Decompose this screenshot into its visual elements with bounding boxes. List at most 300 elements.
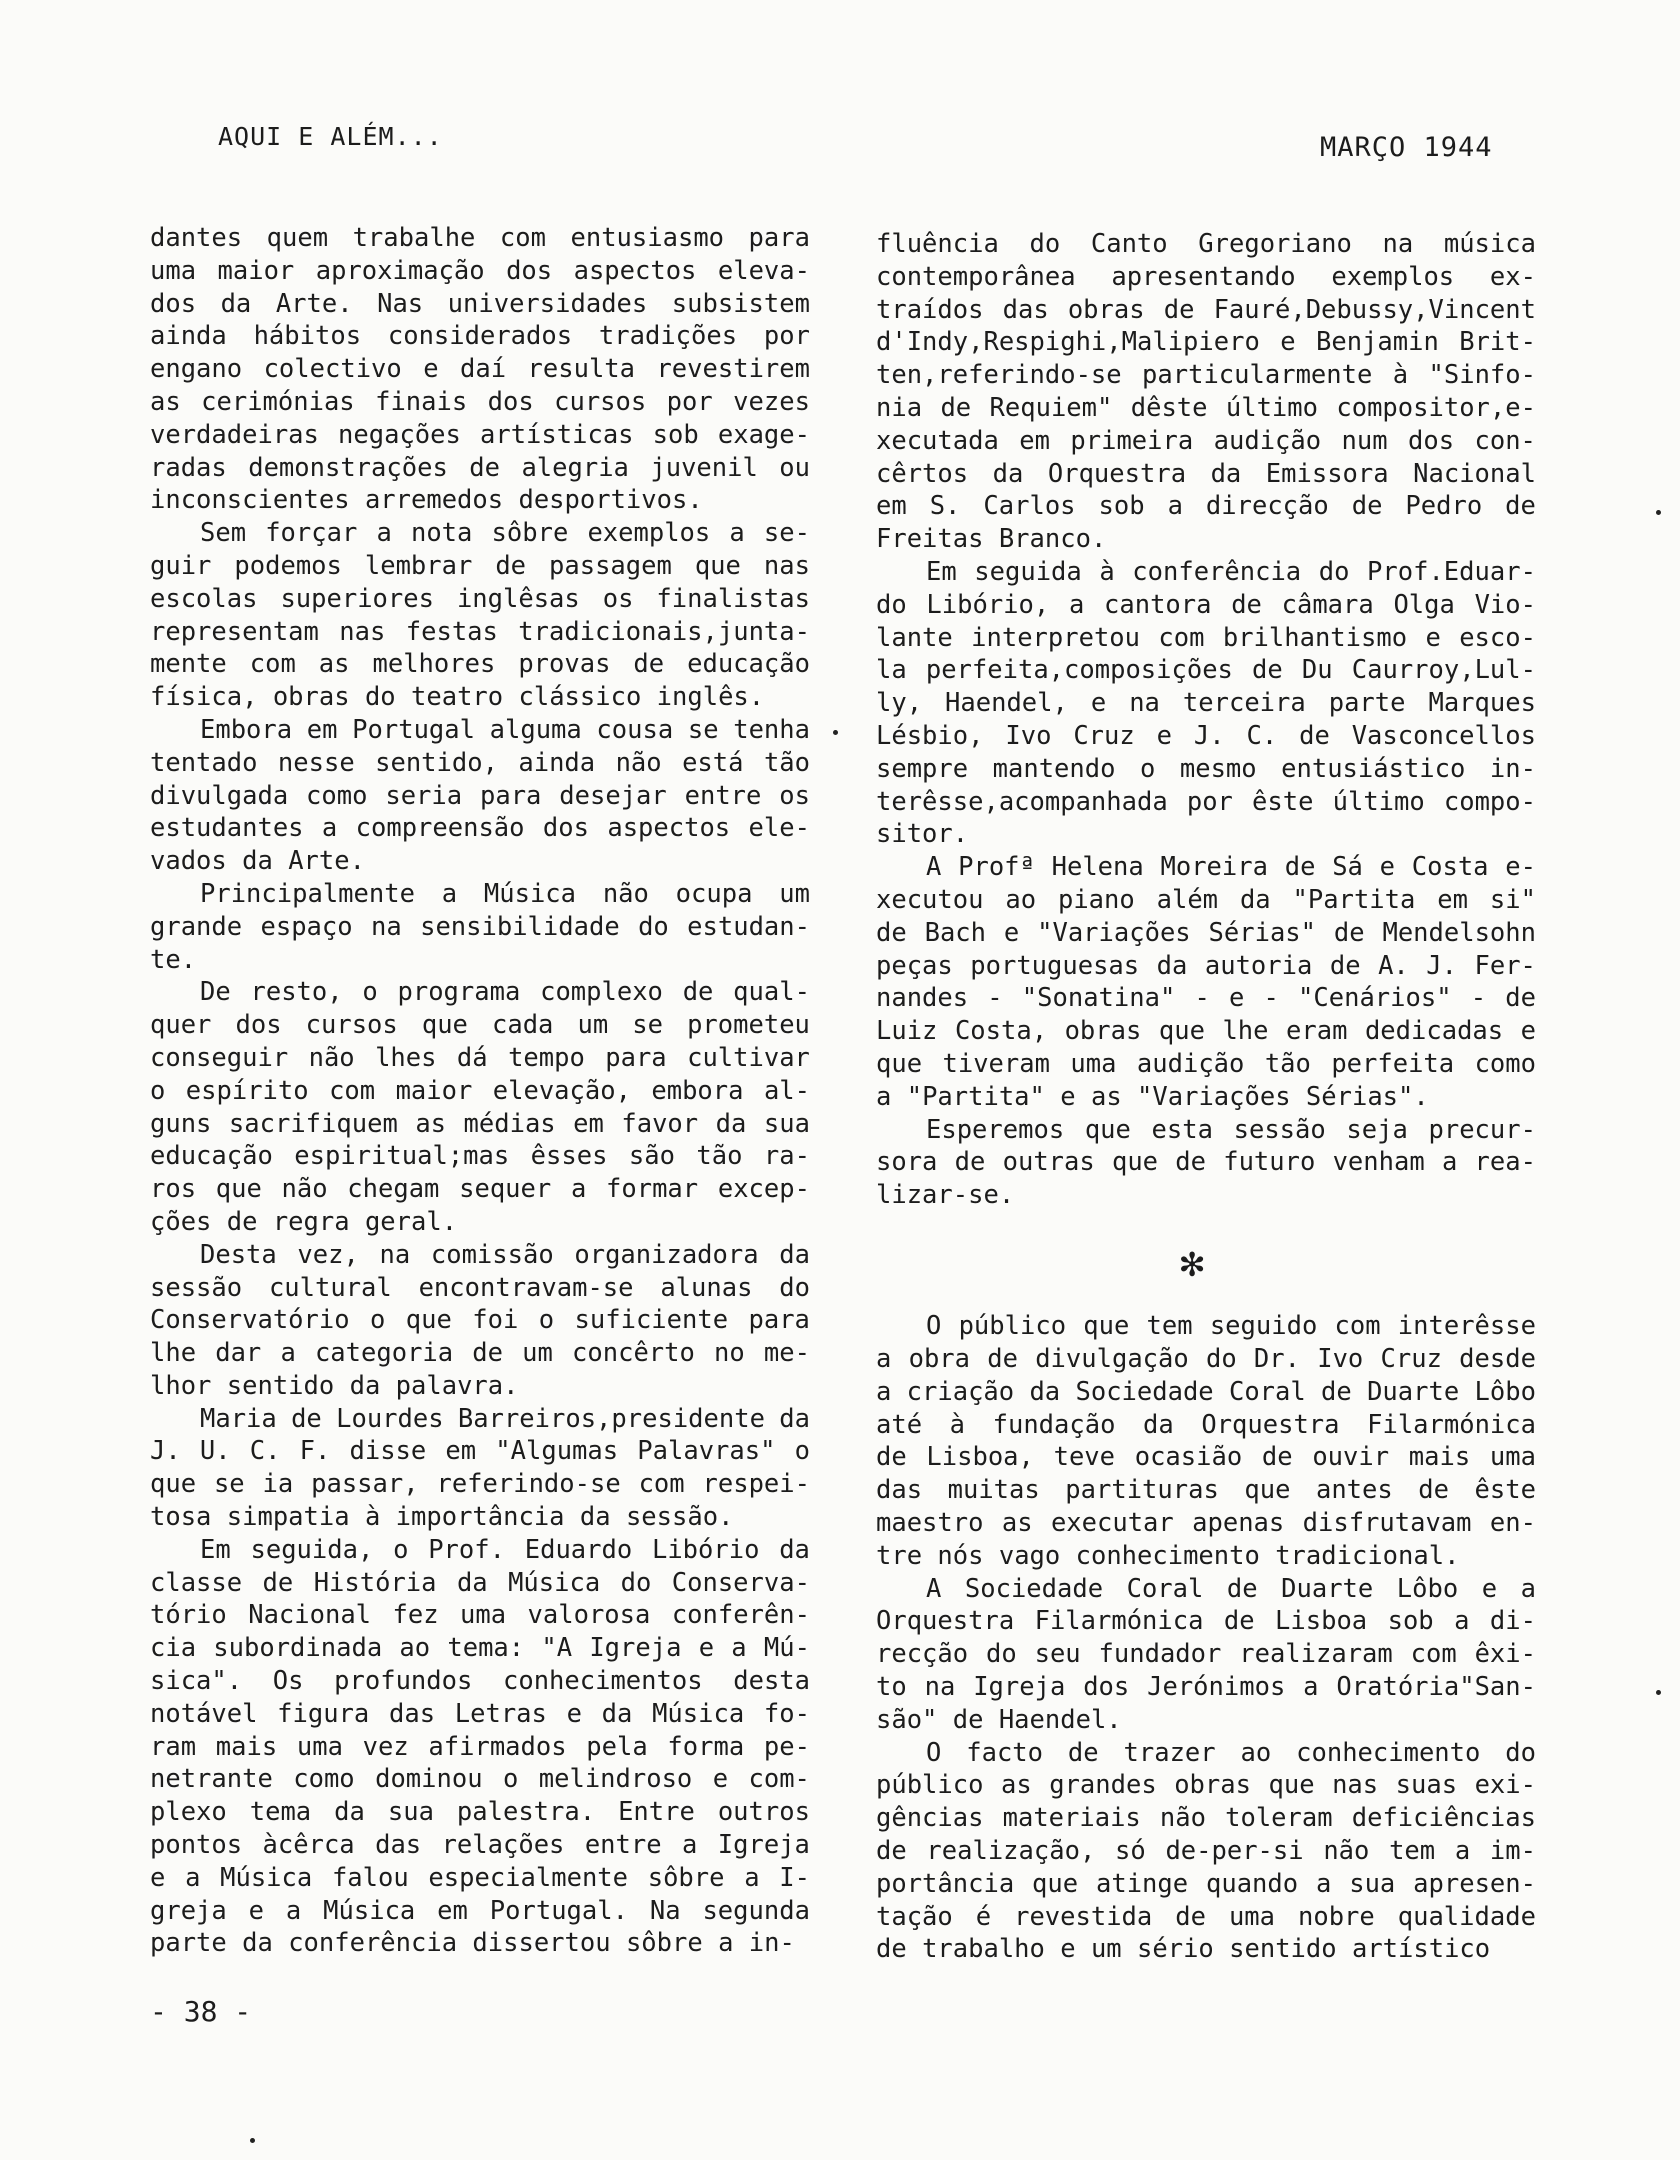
word: to xyxy=(876,1672,907,1703)
word: Nas xyxy=(377,288,424,319)
word: de xyxy=(1252,655,1283,686)
word: Orquestra xyxy=(876,1606,1015,1637)
word: excep- xyxy=(717,1174,810,1205)
word: Igreja xyxy=(973,1672,1066,1703)
text-line xyxy=(876,1835,1536,1868)
word: da xyxy=(242,1928,289,1959)
text-line xyxy=(150,550,810,583)
word: teatro xyxy=(411,682,519,713)
word: profundos xyxy=(334,1666,473,1697)
word: Igreja xyxy=(717,1830,810,1861)
word: J. xyxy=(1193,720,1225,751)
word: o xyxy=(150,1075,166,1106)
word: Portugal xyxy=(352,714,475,745)
text-line xyxy=(150,452,810,485)
word: tre xyxy=(876,1540,938,1571)
word: de xyxy=(1333,917,1365,948)
word: de xyxy=(495,550,527,581)
text-line xyxy=(150,747,810,780)
word: de xyxy=(682,977,714,1008)
text-line xyxy=(150,1895,810,1928)
word: Conservatório xyxy=(150,1305,350,1336)
word: "Partita xyxy=(1292,884,1416,915)
word: juvenil xyxy=(650,452,758,483)
word: Na xyxy=(649,1895,681,1926)
word: aproximação xyxy=(315,255,485,286)
word: compo- xyxy=(1443,786,1536,817)
word: lhe xyxy=(150,1338,197,1369)
word: de xyxy=(1505,491,1536,522)
text-line xyxy=(876,720,1536,753)
text-line xyxy=(150,911,810,944)
word: tão xyxy=(1264,1048,1311,1079)
word: dos xyxy=(1083,1672,1130,1703)
word: de-per-si xyxy=(1165,1836,1304,1867)
word: à xyxy=(949,1409,966,1440)
word: ia xyxy=(262,1469,294,1500)
word: - xyxy=(987,983,1003,1014)
word: finais xyxy=(375,386,468,417)
word: de xyxy=(226,1206,273,1237)
word: Carlos xyxy=(983,491,1076,522)
word: Helena xyxy=(1051,852,1144,883)
word: à xyxy=(1392,360,1409,391)
word: da xyxy=(242,846,289,877)
word: a xyxy=(1167,491,1183,522)
word: notável xyxy=(150,1698,258,1729)
word: "Variações xyxy=(1037,917,1191,948)
text-line xyxy=(150,1927,810,1960)
word: esta xyxy=(1151,1114,1213,1145)
word: Du xyxy=(1301,655,1333,686)
word: Entre xyxy=(618,1797,695,1828)
word: "Cenários" xyxy=(1298,983,1452,1014)
text-line xyxy=(876,1146,1536,1179)
word: elevação, xyxy=(492,1075,631,1106)
word: escolas xyxy=(150,583,258,614)
word: Moreira xyxy=(1160,852,1268,883)
text-line xyxy=(876,1737,1536,1770)
word: sempre xyxy=(876,753,969,784)
word: tão xyxy=(696,1141,743,1172)
word: de xyxy=(1163,294,1195,325)
word: simpatia xyxy=(226,1502,365,1533)
word: do xyxy=(986,1639,1017,1670)
word: do xyxy=(620,1567,652,1598)
word: outros xyxy=(717,1797,810,1828)
word: Cruz xyxy=(1073,720,1135,751)
text-line xyxy=(876,261,1536,294)
word: ouvir xyxy=(1312,1442,1390,1473)
word: que xyxy=(1244,1475,1291,1506)
word: na xyxy=(1129,688,1160,719)
word: seguido xyxy=(1209,1311,1318,1342)
word: a xyxy=(185,1862,201,1893)
word: apresen- xyxy=(1413,1868,1536,1899)
text-line xyxy=(876,1868,1536,1901)
word: terceira xyxy=(1182,688,1306,719)
word: além xyxy=(1156,884,1219,915)
word: precur- xyxy=(1428,1114,1536,1145)
word: Emissora xyxy=(1265,458,1389,489)
word: J. xyxy=(1426,950,1457,981)
text-line xyxy=(150,1272,810,1305)
word: I- xyxy=(779,1862,810,1893)
word: Fauré,Debussy,Vincent xyxy=(1213,294,1536,325)
word: muitas xyxy=(947,1475,1040,1506)
word: com xyxy=(1334,1311,1381,1342)
word: toleram xyxy=(1225,1803,1333,1834)
word: ções xyxy=(150,1206,227,1237)
word: nobre xyxy=(1298,1901,1375,1932)
word: sob xyxy=(1387,1606,1434,1637)
text-line xyxy=(876,326,1536,359)
word: dos xyxy=(487,386,534,417)
word: deficiências xyxy=(1351,1803,1536,1834)
word: futuro xyxy=(1223,1147,1316,1178)
word: da xyxy=(1210,458,1242,489)
word: não xyxy=(281,1174,328,1205)
word: entre xyxy=(684,780,762,811)
text-line xyxy=(876,1573,1536,1606)
word: encontravam-se xyxy=(418,1272,634,1303)
word: realização, xyxy=(926,1836,1096,1867)
word: tema xyxy=(249,1797,312,1828)
word: até xyxy=(876,1409,923,1440)
word: Bach xyxy=(924,917,987,948)
text-line xyxy=(876,1376,1536,1409)
word: Lourdes xyxy=(336,1403,444,1434)
word: Prof. xyxy=(428,1534,505,1565)
text-line xyxy=(876,1310,1536,1343)
text-line xyxy=(876,392,1536,425)
left-text-column xyxy=(150,222,810,1960)
word: lhor xyxy=(150,1370,227,1401)
word: ainda xyxy=(518,747,596,778)
word: suas xyxy=(1395,1770,1458,1801)
word: finalistas xyxy=(656,583,810,614)
right-text-column xyxy=(876,228,1536,1966)
word: qual- xyxy=(733,977,810,1008)
word: de xyxy=(1418,1475,1449,1506)
word: sob xyxy=(1098,491,1145,522)
word: e xyxy=(1280,327,1296,358)
word: de xyxy=(1261,1442,1293,1473)
word: do xyxy=(364,682,412,713)
word: peças xyxy=(876,950,953,981)
word: Os xyxy=(272,1666,304,1697)
word: complexo xyxy=(540,977,663,1008)
word: engano xyxy=(150,354,243,385)
word: mais xyxy=(1408,1442,1471,1473)
text-line xyxy=(150,616,810,649)
text-line xyxy=(150,1042,810,1075)
text-line xyxy=(150,1108,810,1141)
word: Costa, xyxy=(954,1016,1048,1047)
word: as xyxy=(1001,1508,1033,1539)
word: sentido xyxy=(226,1370,350,1401)
word: palavra. xyxy=(395,1370,519,1401)
word: Duarte xyxy=(1367,1376,1460,1407)
word: e xyxy=(248,1895,265,1926)
word: a xyxy=(1315,1868,1332,1899)
word: festas xyxy=(405,616,498,647)
word: e xyxy=(1060,1934,1091,1965)
word: da xyxy=(1156,950,1188,981)
word: em xyxy=(306,714,338,745)
word: do xyxy=(779,1272,810,1303)
word: uma xyxy=(296,1731,343,1762)
word: está xyxy=(682,747,744,778)
word: "Algumas xyxy=(495,1436,619,1467)
word: e xyxy=(712,1764,729,1795)
word: obras xyxy=(272,682,365,713)
text-line xyxy=(150,944,810,977)
word: Nacional xyxy=(1413,458,1536,489)
word: te. xyxy=(150,944,197,975)
word: física, xyxy=(150,682,273,713)
word: que xyxy=(150,1469,197,1500)
word: audição xyxy=(1136,1048,1245,1079)
word: sentido xyxy=(1229,1934,1352,1965)
word: Lisboa, xyxy=(926,1442,1034,1473)
word: favor xyxy=(621,1108,699,1139)
word: ocupa xyxy=(675,878,753,909)
word: parte xyxy=(150,1928,243,1959)
word: desejar xyxy=(559,780,667,811)
word: tenha xyxy=(733,714,810,745)
word: Jerónimos xyxy=(1147,1672,1286,1703)
word: trabalho xyxy=(922,1934,1061,1965)
word: dêste xyxy=(1130,392,1208,423)
word: sua xyxy=(763,1108,810,1139)
word: sessão. xyxy=(625,1502,734,1533)
word: sentido, xyxy=(375,747,498,778)
word: sica". xyxy=(150,1666,243,1697)
word: Lôbo xyxy=(1474,1376,1536,1407)
word: ra- xyxy=(763,1141,810,1172)
word: êsses xyxy=(530,1141,608,1172)
word: e xyxy=(1481,1573,1498,1604)
word: compreensão xyxy=(355,813,525,844)
word: e xyxy=(1425,622,1441,653)
word: "Sonatina" xyxy=(1021,983,1176,1014)
word: com- xyxy=(748,1764,810,1795)
word: tem xyxy=(1146,1311,1193,1342)
word: último xyxy=(1332,786,1425,817)
text-line xyxy=(876,1409,1536,1442)
word: uma xyxy=(1228,1901,1276,1932)
word: as xyxy=(318,649,350,680)
word: na xyxy=(924,1672,956,1703)
word: ou xyxy=(779,452,810,483)
word: para xyxy=(748,1305,810,1336)
word: obra xyxy=(908,1344,971,1375)
text-line xyxy=(876,1114,1536,1147)
word: do xyxy=(876,589,907,620)
word: que xyxy=(1158,1016,1205,1047)
word: subsistem xyxy=(671,288,810,319)
text-line xyxy=(150,780,810,813)
word: não xyxy=(1323,1836,1370,1867)
word: de xyxy=(262,1567,294,1598)
word: Sérias" xyxy=(1208,917,1316,948)
word: esco- xyxy=(1459,622,1536,653)
word: dos xyxy=(542,813,589,844)
word: os xyxy=(602,583,634,614)
word: sôbre xyxy=(647,1862,725,1893)
word: de xyxy=(1321,1376,1352,1407)
word: chegam xyxy=(347,1174,440,1205)
word: àcêrca xyxy=(262,1830,355,1861)
word: podemos xyxy=(234,550,342,581)
word: divulgada xyxy=(150,780,289,811)
word: e xyxy=(566,1698,582,1729)
word: uma xyxy=(1070,1048,1117,1079)
word: apresentando xyxy=(1111,261,1296,292)
text-line xyxy=(150,1796,810,1829)
word: dedicadas xyxy=(1364,1016,1504,1047)
word: Coral xyxy=(1126,1573,1204,1604)
word: para xyxy=(479,780,542,811)
word: cada xyxy=(491,1010,554,1041)
word: de xyxy=(1299,720,1330,751)
word: e xyxy=(1520,1016,1536,1047)
word: Libório, xyxy=(926,589,1050,620)
word: alegria xyxy=(521,452,629,483)
word: estudan- xyxy=(687,911,810,942)
word: da xyxy=(715,1108,747,1139)
word: no xyxy=(714,1338,745,1369)
word: como xyxy=(306,780,368,811)
word: médias xyxy=(463,1108,556,1139)
word: de xyxy=(876,917,907,948)
word: de xyxy=(1067,1737,1099,1768)
word: Filarmónica xyxy=(1034,1606,1204,1637)
word: ocasião xyxy=(1134,1442,1243,1473)
word: sob xyxy=(652,419,699,450)
word: a xyxy=(718,1928,749,1959)
word: num xyxy=(1341,425,1388,456)
word: sua xyxy=(387,1797,434,1828)
word: da xyxy=(779,1403,810,1434)
word: último xyxy=(1225,392,1318,423)
word: gências xyxy=(876,1803,984,1834)
word: sessão xyxy=(150,1272,243,1303)
word: U. xyxy=(199,1436,231,1467)
word: para xyxy=(748,223,810,253)
word: e xyxy=(1060,1081,1091,1112)
word: artísticas xyxy=(480,419,634,450)
word: forma xyxy=(667,1731,745,1762)
word: lizar-se. xyxy=(876,1180,1015,1211)
word: inglês. xyxy=(656,682,765,713)
text-line xyxy=(150,484,810,517)
text-line xyxy=(876,1540,1536,1573)
word: nandes xyxy=(876,983,969,1014)
word: conhecimento xyxy=(1075,1540,1276,1571)
word: xecutada xyxy=(876,425,999,456)
word: vezes xyxy=(733,386,810,417)
word: cultural xyxy=(268,1272,392,1303)
word: Lôbo xyxy=(1396,1573,1459,1604)
word: conhecimentos xyxy=(502,1666,703,1697)
word: Conserva- xyxy=(671,1567,810,1598)
word: mantendo xyxy=(992,753,1116,784)
word: obras xyxy=(1064,1016,1142,1047)
word: De xyxy=(200,977,231,1008)
word: Orquestra xyxy=(1201,1409,1340,1440)
word: Profª xyxy=(958,852,1035,883)
text-line xyxy=(150,812,810,845)
word: a xyxy=(876,1081,907,1112)
word: programa xyxy=(397,977,521,1008)
word: pe- xyxy=(763,1731,810,1762)
word: e xyxy=(1003,917,1020,948)
word: nia xyxy=(876,392,923,423)
word: uma xyxy=(460,1600,507,1631)
word: Música xyxy=(323,1895,416,1926)
word: e xyxy=(150,1862,166,1893)
word: Libório xyxy=(651,1534,760,1565)
word: regra xyxy=(272,1206,365,1237)
word: Mendelsohn xyxy=(1382,917,1536,948)
word: do xyxy=(1205,1344,1237,1375)
word: direcção xyxy=(1205,491,1329,522)
word: nota xyxy=(410,518,473,549)
word: categoria xyxy=(314,1338,454,1369)
word: quer xyxy=(150,1010,212,1041)
word: da xyxy=(334,1797,365,1828)
text-line xyxy=(876,1769,1536,1802)
word: O xyxy=(926,1311,942,1342)
word: a xyxy=(876,1344,892,1375)
text-line xyxy=(876,1474,1536,1507)
word: clássico xyxy=(518,682,657,713)
word: que xyxy=(421,1010,468,1041)
word: de xyxy=(1226,1573,1258,1604)
word: o xyxy=(1139,753,1156,784)
word: figura xyxy=(277,1698,370,1729)
word: obras xyxy=(1174,1770,1251,1801)
word: partituras xyxy=(1065,1475,1219,1506)
word: dominou xyxy=(375,1764,483,1795)
word: lhe xyxy=(1222,1016,1269,1047)
word: da xyxy=(992,458,1024,489)
text-line xyxy=(876,1671,1536,1704)
word: em xyxy=(445,1436,477,1467)
word: de xyxy=(1284,852,1316,883)
word: uma xyxy=(1489,1442,1536,1473)
word: perfeita,composições xyxy=(925,655,1233,686)
text-line xyxy=(150,1763,810,1796)
word: Música xyxy=(483,878,577,909)
word: mesmo xyxy=(1179,753,1257,784)
word: fluência xyxy=(876,229,999,259)
word: Nacional xyxy=(248,1600,372,1631)
text-line xyxy=(876,917,1536,950)
word: dos xyxy=(506,255,553,286)
text-line xyxy=(876,1343,1536,1376)
word: Arte. xyxy=(275,288,353,319)
word: pela xyxy=(586,1731,648,1762)
word: Em xyxy=(926,556,957,587)
word: com xyxy=(249,649,296,680)
word: e- xyxy=(1505,852,1536,883)
word: como xyxy=(1474,1048,1536,1079)
text-line xyxy=(876,1081,1536,1114)
text-line xyxy=(150,1731,810,1764)
